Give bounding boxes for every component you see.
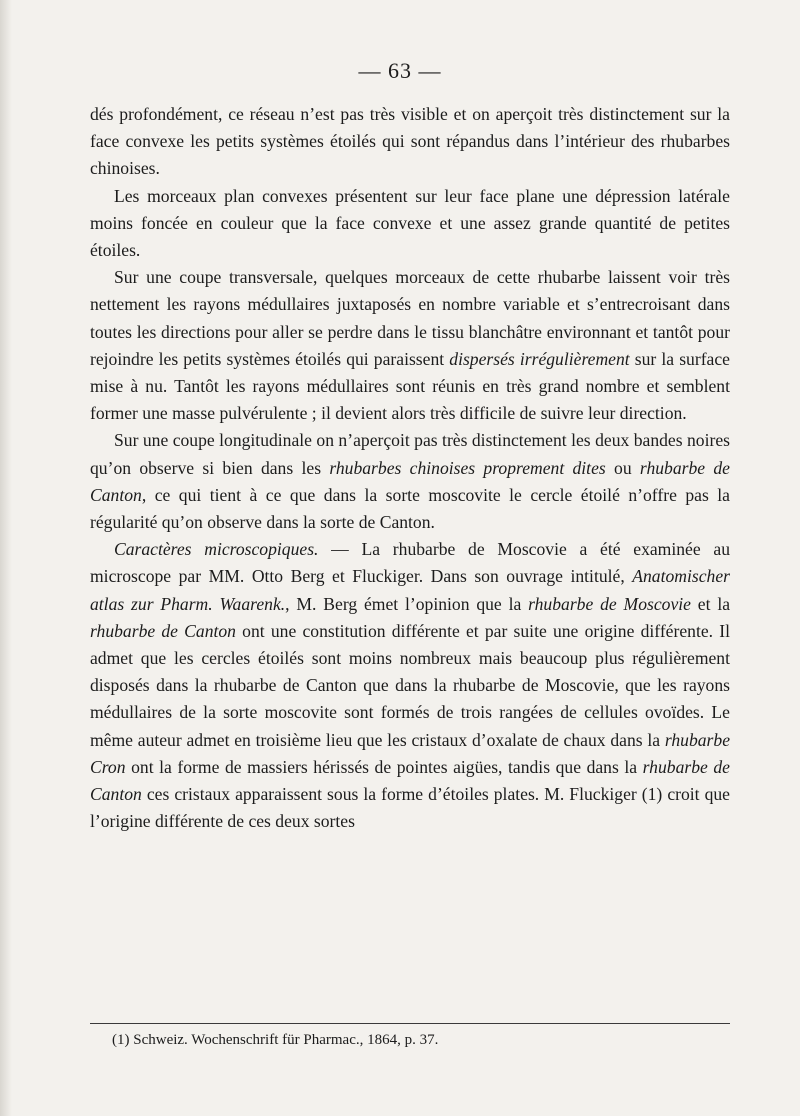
italic-run: dispersés irrégulièrement [449, 348, 630, 369]
page-number: — 63 — [358, 58, 442, 83]
text-run: Sur une coupe longitudinale on n’aperçoit pas très distinctement les deux bandes noires qu’on observe si bien dans les [90, 430, 730, 478]
book-title: Anatomischer atlas zur Pharm. [90, 566, 730, 614]
text-run: ces cristaux apparaissent sous la forme d’étoiles plates. M. Fluckiger (1) croit que l’origine différente de ces deux sortes [90, 784, 730, 832]
italic-run: rhubarbe de Canton [90, 620, 236, 641]
paragraph-5 [90, 536, 730, 835]
paragraph-2: Les morceaux plan convexes présentent sur leur face plane une dépression latérale moins foncée en couleur que la face convexe et une assez grande quantité de petites étoiles. [90, 185, 730, 261]
italic-run: rhubarbes chinoises proprement dites [329, 457, 606, 478]
paragraph-1: dés profondément, ce réseau n’est pas très visible et on aperçoit très distinctement sur la face convexe les petits systèmes étoilés qui sont répandus dans l’intérieur des rhubarbes chinoises. [90, 104, 730, 179]
body-text [90, 101, 730, 835]
text-run: et la [690, 593, 731, 614]
text-run: ont une constitution différente et par suite une origine différente. Il admet que les cercles étoilés sont moins nombreux mais beaucoup plus régulièrement disposés dans la rhubarbe de Canton que dans la rhubarbe de Moscovie, que les rayons médullaires de la sorte moscovite sont formés de trois rangées de cellules ovoïdes. Le même auteur admet en troisième lieu que les cristaux d’oxalate de chaux dans la [90, 620, 730, 750]
italic-run: Waarenk. [219, 593, 286, 614]
footnote-divider [90, 1023, 730, 1024]
page-edge-shadow [0, 0, 12, 1116]
footnote: (1) Schweiz. Wochenschrift für Pharmac., 1864, p. 37. [112, 1032, 439, 1048]
paragraph-3 [90, 264, 730, 427]
text-run: Sur une coupe transversale, quelques morceaux de cette rhubarbe laissent voir très nettement les rayons médullaires juxtaposés en nombre variable et s’entrecroisant dans toutes les directions pour aller se perdre dans le tissu blanchâtre environnant et tantôt pour rejoindre les petits systèmes étoilés qui paraissent [90, 267, 730, 369]
text-run: , ce qui tient à ce que dans la sorte moscovite le cercle étoilé n’offre pas la régularité qu’on observe dans la sorte de Canton. [90, 484, 730, 533]
section-heading: Caractères microscopiques. [114, 539, 319, 560]
text-run [213, 594, 220, 614]
text-run: , M. Berg émet l’opinion que la [285, 593, 529, 614]
text-run: ont la forme de massiers hérissés de pointes aigües, tandis que dans la [125, 756, 643, 777]
italic-run: rhubarbe de Canton [90, 457, 730, 505]
text-run: — La rhubarbe de Moscovie a été examinée au microscope par MM. Otto Berg et Fluckiger. Dans son ouvrage intitulé, [90, 539, 731, 587]
italic-run: rhubarbe de Canton [90, 756, 730, 805]
text-run: sur la surface mise à nu. Tantôt les rayons médullaires sont réunis en très grand nombre et semblent former une masse pulvérulente ; il devient alors très difficile de suivre leur direction. [90, 348, 730, 424]
italic-run: rhubarbe Cron [90, 729, 730, 777]
italic-run: rhubarbe de Moscovie [528, 593, 691, 614]
text-run: ou [605, 457, 640, 478]
paragraph-4 [90, 427, 730, 536]
